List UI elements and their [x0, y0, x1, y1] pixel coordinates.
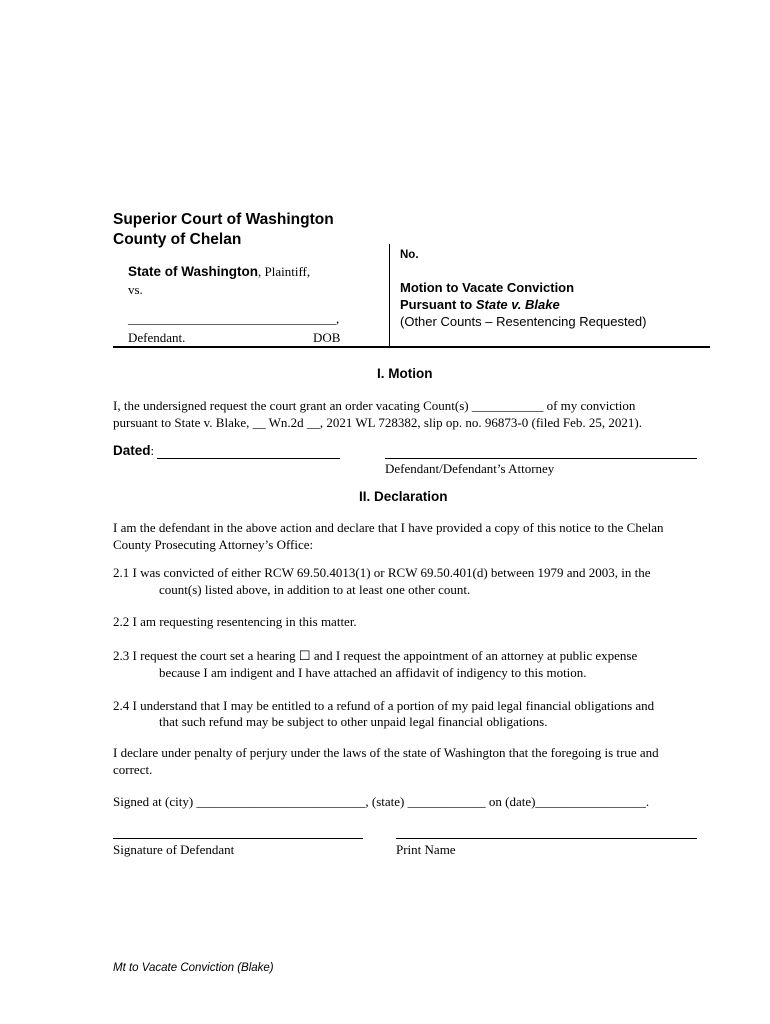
plaintiff-name: State of Washington	[128, 264, 258, 279]
section-1-heading: I. Motion	[377, 366, 433, 381]
item-2-4-line2: that such refund may be subject to other unpaid legal financial obligations.	[159, 714, 548, 729]
versus-label: vs.	[128, 282, 143, 297]
motion-title-line1: Motion to Vacate Conviction	[400, 280, 575, 295]
perjury-declaration-line2: correct.	[113, 762, 153, 777]
county-name: County of Chelan	[113, 231, 242, 248]
attorney-label: Defendant/Defendant’s Attorney	[385, 461, 555, 476]
motion-text-line1: I, the undersigned request the court grant an order vacating Count(s) ___________ of my conviction	[113, 398, 636, 413]
item-2-3-prefix: 2.3 I request the court set a hearing	[113, 648, 299, 663]
dated-label: Dated	[113, 443, 151, 458]
declaration-intro-line1: I am the defendant in the above action and declare that I have provided a copy of this notice to the Chelan	[113, 520, 664, 535]
dob-label: DOB	[313, 330, 341, 345]
footer-form-title: Mt to Vacate Conviction (Blake)	[113, 962, 274, 974]
item-2-3-suffix: and I request the appointment of an attorney at public expense	[310, 648, 638, 663]
motion-title-line2	[400, 296, 646, 313]
dated-input-line[interactable]	[157, 458, 340, 459]
caption-divider-horizontal	[113, 346, 710, 348]
item-2-1-line2: count(s) listed above, in addition to at least one other count.	[159, 582, 471, 597]
declaration-intro-line2: County Prosecuting Attorney’s Office:	[113, 537, 314, 552]
caption-divider-vertical	[389, 244, 390, 346]
item-2-4-line1: 2.4 I understand that I may be entitled to a refund of a portion of my paid legal financial obligations and	[113, 698, 655, 713]
plaintiff-role: , Plaintiff,	[258, 264, 311, 279]
defendant-label: Defendant.	[128, 330, 186, 345]
motion-title	[400, 279, 646, 330]
item-2-3-line2: because I am indigent and I have attached an affidavit of indigency to this motion.	[159, 665, 587, 680]
dated-field	[113, 443, 154, 459]
item-2-2: 2.2 I am requesting resentencing in this matter.	[113, 614, 357, 629]
hearing-checkbox[interactable]: ☐	[298, 648, 311, 663]
perjury-declaration-line1: I declare under penalty of perjury under the laws of the state of Washington that the foregoing is true and	[113, 745, 659, 760]
item-2-1-line1: 2.1 I was convicted of either RCW 69.50.4013(1) or RCW 69.50.401(d) between 1979 and 2003, in the	[113, 565, 651, 580]
defendant-name-blank[interactable]: ________________________________,	[128, 311, 340, 326]
motion-text-line2: pursuant to State v. Blake, __ Wn.2d __, 2021 WL 728382, slip op. no. 96873-0 (filed Feb. 25, 2021).	[113, 415, 642, 430]
section-2-heading: II. Declaration	[359, 489, 448, 504]
print-name-line[interactable]	[396, 838, 697, 839]
plaintiff-line	[128, 264, 310, 280]
case-citation: State v. Blake	[475, 297, 560, 312]
court-title	[113, 210, 334, 250]
signed-at-line[interactable]: Signed at (city) __________________________, (state) ____________ on (date)_________________.	[113, 794, 650, 809]
court-name: Superior Court of Washington	[113, 211, 334, 228]
motion-title-line3: (Other Counts – Resentencing Requested)	[400, 314, 647, 329]
defendant-signature-line[interactable]	[113, 838, 363, 839]
signature-label: Signature of Defendant	[113, 842, 235, 857]
case-number-label: No.	[400, 249, 419, 261]
attorney-signature-line[interactable]	[385, 458, 697, 459]
item-2-3-line1	[113, 647, 637, 664]
print-name-label: Print Name	[396, 842, 456, 857]
motion-title-prefix: Pursuant to	[400, 297, 476, 312]
dated-colon: :	[150, 443, 155, 458]
